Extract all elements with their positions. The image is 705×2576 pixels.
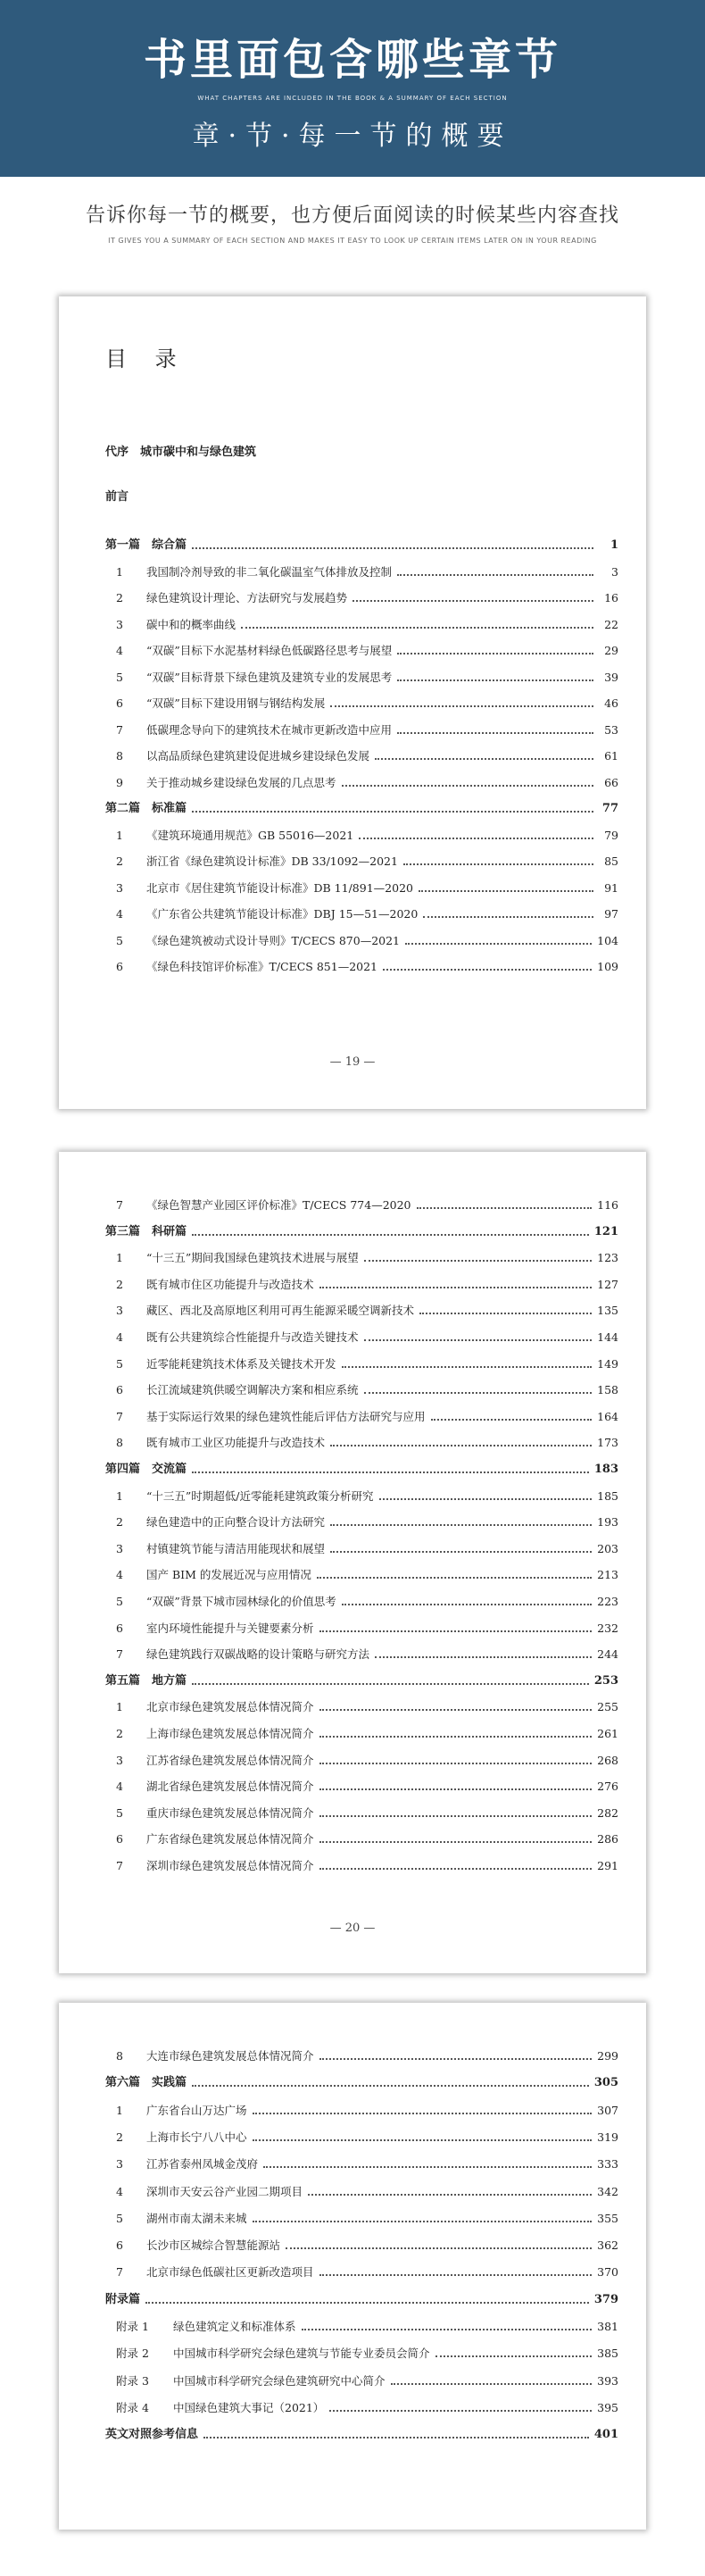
entry-page: 355 [597, 2211, 618, 2225]
dot-leader [423, 915, 593, 918]
entry-page: 61 [604, 749, 618, 763]
toc-entry-row [105, 774, 618, 792]
toc-section-row [105, 1461, 618, 1479]
entry-number: 6 [116, 1621, 123, 1635]
entry-page: 149 [597, 1356, 618, 1371]
dot-leader [203, 2436, 589, 2438]
dot-leader [317, 1576, 592, 1579]
entry-page: 116 [597, 1198, 618, 1212]
entry-number: 5 [116, 1595, 123, 1608]
entry-page: 173 [597, 1436, 618, 1450]
dot-leader [417, 1206, 593, 1209]
entry-title: 深圳市天安云谷产业园二期项目 [146, 2184, 303, 2198]
dot-leader [329, 2409, 592, 2412]
entry-number: 1 [116, 2103, 123, 2117]
entry-page: 66 [604, 775, 618, 789]
entry-number: 5 [116, 2211, 123, 2225]
toc-entry-row [105, 880, 618, 897]
entry-title: 基于实际运行效果的绿色建筑性能后评估方法研究与应用 [146, 1409, 426, 1423]
dot-leader [192, 810, 593, 813]
entry-page: 223 [597, 1595, 618, 1608]
entry-number: 8 [116, 2049, 123, 2063]
entry-title: 绿色建筑设计理论、方法研究与发展趋势 [146, 591, 348, 604]
toc-entry-row [105, 616, 618, 634]
entry-title: 上海市绿色建筑发展总体情况简介 [146, 1727, 314, 1740]
entry-title: “双碳”目标下水泥基材料绿色低碳路径思考与展望 [146, 644, 393, 657]
entry-page: 104 [597, 933, 618, 947]
dot-leader [397, 652, 593, 654]
entry-page: 144 [597, 1330, 618, 1344]
entry-title: 江苏省绿色建筑发展总体情况简介 [146, 1753, 314, 1767]
page-number: — 20 — [329, 1922, 376, 1935]
dot-leader [431, 1418, 593, 1421]
entry-page: 255 [597, 1700, 618, 1714]
toc-entry-row [105, 747, 618, 765]
toc-entry-row [105, 2237, 618, 2255]
dot-leader [319, 1286, 593, 1288]
entry-number: 7 [116, 1859, 123, 1872]
banner-subtitle-en: WHAT CHAPTERS ARE INCLUDED IN THE BOOK & A SUMMARY OF EACH SECTION [197, 95, 508, 102]
entry-title: 北京市绿色建筑发展总体情况简介 [146, 1700, 314, 1714]
dot-leader [383, 968, 592, 971]
dot-leader [319, 2057, 593, 2060]
entry-page: 282 [597, 1805, 618, 1820]
dot-leader [145, 2301, 589, 2304]
toc-entry-row [105, 2263, 618, 2281]
entry-title: “十三五”时期超低/近零能耗建筑政策分析研究 [146, 1488, 374, 1503]
entry-page: 333 [597, 2157, 618, 2172]
toc-entry-row [105, 1857, 618, 1875]
entry-title: 附录篇 [105, 2292, 141, 2306]
entry-number: 8 [116, 1436, 123, 1450]
entry-title: 长江流域建筑供暖空调解决方案和相应系统 [146, 1383, 359, 1397]
banner-subtitle: 章·节·每一节的概要 [192, 121, 513, 152]
entry-number: 7 [116, 1409, 123, 1423]
entry-title: 中国绿色建筑大事记（2021） [173, 2400, 325, 2414]
entry-title: 藏区、西北及高原地区利用可再生能源采暖空调新技术 [146, 1304, 415, 1318]
entry-title: “十三五”期间我国绿色建筑技术进展与展望 [146, 1251, 359, 1265]
toc-entry-row [105, 958, 618, 976]
dot-leader [263, 2165, 592, 2168]
dot-leader [319, 1735, 593, 1738]
toc-entry-row [105, 1355, 618, 1373]
entry-title: 《绿色科技馆评价标准》T/CECS 851—2021 [146, 960, 378, 973]
entry-number: 3 [116, 2157, 123, 2172]
entry-title: 第四篇 交流篇 [105, 1463, 187, 1476]
preface-foreword: 代序 城市碳中和与绿色建筑 [105, 446, 257, 459]
entry-title: 既有城市工业区功能提升与改造技术 [146, 1436, 326, 1450]
entry-number: 4 [116, 1780, 123, 1794]
preface-intro: 前言 [105, 490, 129, 504]
dot-leader [419, 889, 593, 892]
entry-number: 1 [116, 1700, 123, 1714]
entry-page: 261 [597, 1727, 618, 1740]
toc-entry-row [105, 1620, 618, 1638]
dot-leader [330, 1444, 592, 1446]
entry-title: 广东省台山万达广场 [146, 2103, 247, 2117]
entry-number: 3 [116, 1304, 123, 1318]
toc-entry-row [105, 2102, 618, 2120]
toc-entry-row [105, 695, 618, 713]
entry-number: 2 [116, 1277, 123, 1291]
entry-number: 2 [116, 854, 123, 868]
toc-entry-row [105, 1381, 618, 1399]
entry-page: 393 [597, 2373, 618, 2388]
toc-section-row [105, 537, 618, 554]
toc-entry-row [105, 2345, 618, 2363]
entry-title: 国产 BIM 的发展近况与应用情况 [146, 1568, 311, 1582]
entry-number: 5 [116, 670, 123, 684]
entry-page: 401 [593, 2428, 618, 2442]
toc-entry-row [105, 589, 618, 607]
toc-entry-row [105, 827, 618, 845]
entry-number: 2 [116, 591, 123, 604]
entry-page: 381 [597, 2320, 618, 2333]
entry-number: 7 [116, 1647, 123, 1662]
dot-leader [319, 1708, 593, 1711]
entry-title: 长沙市区城综合智慧能源站 [146, 2238, 281, 2253]
toc-entry-row [105, 2372, 618, 2390]
entry-page: 123 [597, 1251, 618, 1265]
entry-page: 286 [597, 1832, 618, 1847]
entry-number: 4 [116, 2184, 123, 2198]
entry-title: 绿色建筑践行双碳战略的设计策略与研究方法 [146, 1647, 370, 1662]
entry-title: 关于推动城乡建设绿色发展的几点思考 [146, 775, 336, 789]
dot-leader [253, 2112, 593, 2114]
dot-leader [241, 626, 593, 629]
toc-entry-row [105, 642, 618, 660]
entry-page: 135 [597, 1304, 618, 1318]
dot-leader [253, 2138, 593, 2141]
entry-title: 湖州市南太湖未来城 [146, 2211, 247, 2225]
toc-entry-row [105, 1566, 618, 1584]
entry-page: 121 [593, 1224, 618, 1238]
dot-leader [342, 784, 593, 787]
dot-leader [286, 2247, 592, 2249]
entry-title: 广东省绿色建筑发展总体情况简介 [146, 1832, 314, 1847]
tagline-en: IT GIVES YOU A SUMMARY OF EACH SECTION AND MAKES IT EASY TO LOOK UP CERTAIN ITEMS LATER ON IN YOUR READING [108, 237, 597, 245]
dot-leader [319, 2273, 593, 2276]
dot-leader [359, 837, 593, 839]
toc-entry-row [105, 2129, 618, 2147]
entry-number: 6 [116, 1383, 123, 1397]
entry-page: 29 [604, 644, 618, 657]
toc-section-row [105, 2291, 618, 2309]
entry-page: 379 [593, 2292, 618, 2306]
toc-page-1 [59, 296, 646, 1109]
dot-leader [319, 1840, 593, 1843]
entry-page: 253 [593, 1673, 618, 1688]
entry-number: 1 [116, 1251, 123, 1265]
toc-entry-row [105, 1488, 618, 1505]
toc-entry-row [105, 905, 618, 923]
dot-leader [192, 546, 593, 549]
entry-page: 79 [604, 828, 618, 842]
toc-entry-row [105, 1830, 618, 1848]
dot-leader [342, 1365, 593, 1368]
entry-title: 第六篇 实践篇 [105, 2076, 187, 2090]
dot-leader [319, 1630, 593, 1632]
entry-page: 244 [597, 1647, 618, 1662]
toc-entry-row [105, 1249, 618, 1267]
entry-title: 英文对照参考信息 [105, 2428, 199, 2442]
entry-title: 上海市长宁八八中心 [146, 2130, 247, 2144]
toc-entry-row [105, 669, 618, 687]
entry-number: 2 [116, 1727, 123, 1740]
entry-page: 85 [604, 854, 618, 868]
entry-number: 7 [116, 2265, 123, 2280]
entry-page: 370 [597, 2265, 618, 2280]
entry-title: 浙江省《绿色建筑设计标准》DB 33/1092—2021 [146, 854, 398, 868]
dot-leader [379, 1497, 593, 1500]
page-number: — 19 — [329, 1055, 376, 1069]
entry-page: 305 [593, 2076, 618, 2090]
entry-title: 低碳理念导向下的建筑技术在城市更新改造中应用 [146, 722, 393, 737]
dot-leader [435, 2355, 593, 2357]
toc-entry-row [105, 1302, 618, 1320]
entry-title: 第二篇 标准篇 [105, 802, 187, 815]
toc-entry-row [105, 853, 618, 871]
entry-page: 291 [597, 1859, 618, 1872]
dot-leader [319, 1814, 593, 1817]
dot-leader [319, 1762, 593, 1764]
entry-title: 深圳市绿色建筑发展总体情况简介 [146, 1859, 314, 1872]
dot-leader [397, 731, 593, 734]
toc-section-row [105, 1223, 618, 1241]
entry-number: 4 [116, 1568, 123, 1582]
dot-leader [192, 1471, 589, 1473]
banner-title: 书里面包含哪些章节 [143, 35, 561, 85]
dot-leader [330, 704, 593, 707]
entry-title: 江苏省泰州凤城金茂府 [146, 2157, 259, 2172]
dot-leader [405, 942, 592, 945]
entry-number: 附录 2 [116, 2347, 149, 2361]
toc-entry-row [105, 1805, 618, 1822]
toc-entry-row [105, 1408, 618, 1426]
entry-page: 46 [604, 696, 618, 710]
entry-number: 9 [116, 775, 123, 789]
tagline: 告诉你每一节的概要，也方便后面阅读的时候某些内容查找 [85, 204, 619, 227]
entry-title: 绿色建筑定义和标准体系 [173, 2320, 296, 2333]
toc-entry-row [105, 1725, 618, 1743]
entry-title: 既有城市住区功能提升与改造技术 [146, 1277, 314, 1291]
entry-title: 中国城市科学研究会绿色建筑与节能专业委员会简介 [173, 2347, 430, 2361]
entry-number: 2 [116, 1515, 123, 1530]
entry-number: 7 [116, 1198, 123, 1212]
entry-number: 7 [116, 722, 123, 737]
toc-entry-row [105, 1646, 618, 1663]
entry-page: 183 [593, 1463, 618, 1476]
entry-title: “双碳”背景下城市园林绿化的价值思考 [146, 1595, 336, 1608]
entry-page: 213 [597, 1568, 618, 1582]
entry-title: 《建筑环境通用规范》GB 55016—2021 [146, 828, 354, 842]
entry-title: 绿色建造中的正向整合设计方法研究 [146, 1515, 326, 1530]
toc-page-2 [59, 1152, 646, 1973]
dot-leader [391, 2382, 593, 2385]
toc-page-3 [59, 2003, 646, 2530]
entry-page: 16 [604, 591, 618, 604]
entry-number: 6 [116, 2238, 123, 2253]
toc-entry-row [105, 1698, 618, 1716]
entry-page: 97 [604, 907, 618, 921]
entry-page: 77 [601, 802, 618, 815]
toc-section-row [105, 2426, 618, 2444]
entry-title: 我国制冷剂导致的非二氧化碳温室气体排放及控制 [146, 564, 393, 579]
dot-leader [419, 1312, 592, 1314]
dot-leader [330, 1550, 592, 1553]
toc-entry-row [105, 1593, 618, 1611]
toc-entry-row [105, 1276, 618, 1294]
dot-leader [403, 863, 593, 865]
entry-title: 村镇建筑节能与清洁用能现状和展望 [146, 1541, 326, 1555]
entry-number: 1 [116, 828, 123, 842]
entry-number: 4 [116, 907, 123, 921]
entry-title: 《绿色智慧产业园区评价标准》T/CECS 774—2020 [146, 1198, 411, 1212]
header-banner [0, 0, 705, 177]
entry-page: 395 [597, 2400, 618, 2414]
toc-section-row [105, 1672, 618, 1690]
toc-section-row [105, 2074, 618, 2092]
entry-title: 第一篇 综合篇 [105, 538, 187, 552]
entry-title: 大连市绿色建筑发展总体情况简介 [146, 2049, 314, 2063]
entry-number: 2 [116, 2130, 123, 2144]
entry-page: 203 [597, 1541, 618, 1555]
entry-page: 185 [597, 1488, 618, 1503]
entry-page: 91 [604, 880, 618, 895]
entry-page: 268 [597, 1753, 618, 1767]
entry-number: 6 [116, 696, 123, 710]
entry-page: 193 [597, 1515, 618, 1530]
dot-leader [375, 757, 593, 760]
entry-number: 3 [116, 880, 123, 895]
toc-entry-row [105, 932, 618, 950]
toc-entry-row [105, 1513, 618, 1531]
dot-leader [375, 1655, 592, 1658]
dot-leader [319, 1788, 593, 1790]
entry-number: 附录 3 [116, 2373, 149, 2388]
entry-page: 276 [597, 1780, 618, 1794]
dot-leader [352, 599, 593, 602]
entry-title: 《绿色建筑被动式设计导则》T/CECS 870—2021 [146, 933, 401, 947]
dot-leader [397, 573, 593, 576]
entry-number: 4 [116, 1330, 123, 1344]
toc-section-row [105, 800, 618, 818]
entry-page: 299 [597, 2049, 618, 2063]
entry-title: “双碳”目标下建设用钢与钢结构发展 [146, 696, 326, 710]
dot-leader [397, 679, 593, 681]
dot-leader [192, 1682, 589, 1685]
entry-number: 8 [116, 749, 123, 763]
entry-page: 39 [604, 670, 618, 684]
toc-entry-row [105, 1752, 618, 1770]
entry-number: 5 [116, 933, 123, 947]
entry-number: 1 [116, 564, 123, 579]
entry-page: 342 [597, 2184, 618, 2198]
toc-entry-row [105, 2210, 618, 2228]
entry-title: 北京市《居住建筑节能设计标准》DB 11/891—2020 [146, 880, 413, 895]
entry-number: 5 [116, 1356, 123, 1371]
entry-number: 附录 4 [116, 2400, 149, 2414]
entry-page: 22 [604, 617, 618, 631]
entry-title: 第五篇 地方篇 [105, 1673, 187, 1688]
toc-entry-row [105, 2399, 618, 2417]
toc-title: 目 录 [105, 346, 187, 371]
entry-number: 6 [116, 960, 123, 973]
entry-number: 6 [116, 1832, 123, 1847]
entry-page: 164 [597, 1409, 618, 1423]
dot-leader [342, 1603, 592, 1605]
entry-number: 4 [116, 644, 123, 657]
entry-page: 232 [597, 1621, 618, 1635]
toc-entry-row [105, 1329, 618, 1346]
entry-title: 湖北省绿色建筑发展总体情况简介 [146, 1780, 314, 1794]
entry-title: 近零能耗建筑技术体系及关键技术开发 [146, 1356, 336, 1371]
entry-page: 158 [597, 1383, 618, 1397]
entry-page: 362 [597, 2238, 618, 2253]
entry-page: 109 [597, 960, 618, 973]
entry-title: 北京市绿色低碳社区更新改造项目 [146, 2265, 314, 2280]
toc-entry-row [105, 2183, 618, 2201]
dot-leader [319, 1867, 593, 1870]
entry-title: 中国城市科学研究会绿色建筑研究中心简介 [173, 2373, 386, 2388]
dot-leader [308, 2193, 592, 2196]
entry-title: 既有公共建筑综合性能提升与改造关键技术 [146, 1330, 359, 1344]
entry-title: “双碳”目标背景下绿色建筑及建筑专业的发展思考 [146, 670, 393, 684]
dot-leader [364, 1259, 592, 1262]
toc-entry-row [105, 1434, 618, 1452]
entry-page: 127 [597, 1277, 618, 1291]
dot-leader [302, 2328, 593, 2330]
entry-page: 1 [610, 538, 618, 552]
entry-number: 1 [116, 1488, 123, 1503]
toc-entry-row [105, 563, 618, 581]
entry-number: 3 [116, 1753, 123, 1767]
toc-entry-row [105, 1540, 618, 1558]
entry-page: 53 [604, 722, 618, 737]
toc-entry-row [105, 721, 618, 739]
entry-page: 385 [597, 2347, 618, 2361]
toc-entry-row [105, 1778, 618, 1796]
toc-entry-row [105, 2318, 618, 2336]
dot-leader [253, 2220, 593, 2222]
dot-leader [364, 1338, 593, 1341]
dot-leader [364, 1391, 593, 1394]
entry-number: 3 [116, 617, 123, 631]
entry-page: 3 [611, 564, 618, 579]
entry-number: 3 [116, 1541, 123, 1555]
entry-title: 室内环境性能提升与关键要素分析 [146, 1621, 314, 1635]
entry-number: 附录 1 [116, 2320, 149, 2333]
entry-title: 《广东省公共建筑节能设计标准》DBJ 15—51—2020 [146, 907, 419, 921]
dot-leader [330, 1523, 592, 1526]
dot-leader [192, 2084, 589, 2087]
toc-entry-row [105, 2047, 618, 2065]
entry-title: 第三篇 科研篇 [105, 1224, 187, 1238]
entry-title: 以高品质绿色建筑建设促进城乡建设绿色发展 [146, 749, 370, 763]
entry-title: 碳中和的概率曲线 [146, 617, 236, 631]
dot-leader [192, 1233, 589, 1236]
toc-entry-row [105, 1196, 618, 1214]
entry-page: 319 [597, 2130, 618, 2144]
entry-page: 307 [597, 2103, 618, 2117]
entry-title: 重庆市绿色建筑发展总体情况简介 [146, 1805, 314, 1820]
entry-number: 5 [116, 1805, 123, 1820]
toc-entry-row [105, 2155, 618, 2173]
